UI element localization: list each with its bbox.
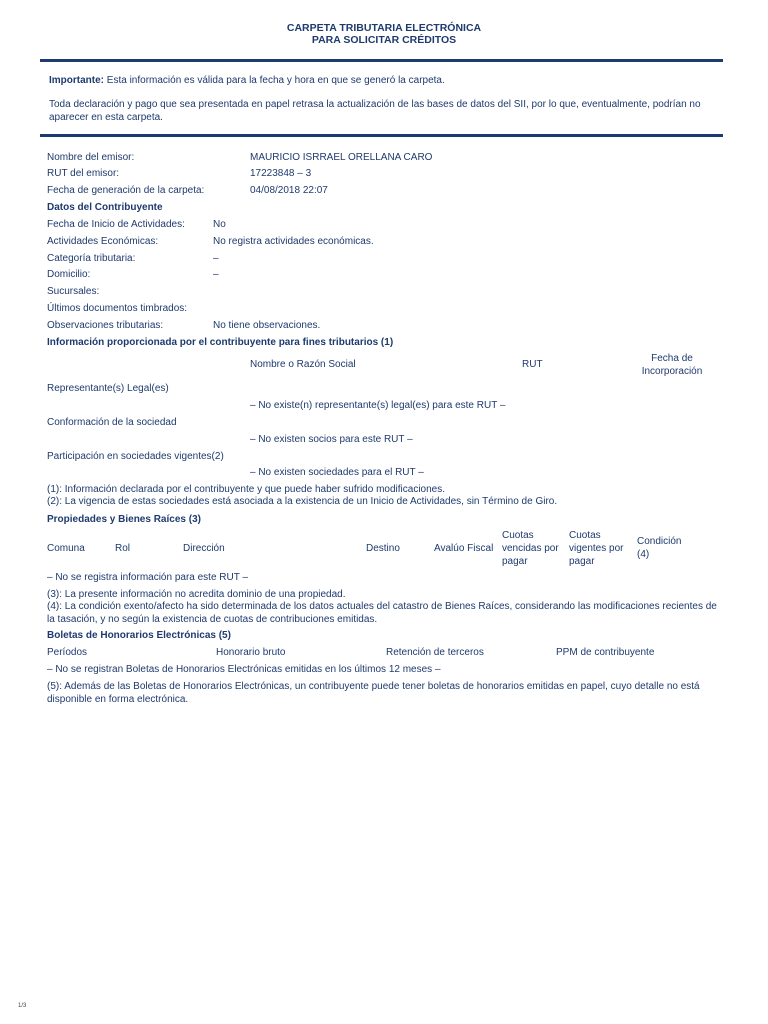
contribuyente-value: – <box>213 253 219 264</box>
col-honorario-bruto: Honorario bruto <box>216 647 286 658</box>
col-direccion: Dirección <box>183 543 225 554</box>
important-text: Esta información es válida para la fecha y hora en que se generó la carpeta. <box>104 75 445 86</box>
bottom-divider <box>40 134 723 137</box>
title-line-1: CARPETA TRIBUTARIA ELECTRÓNICA <box>286 22 482 34</box>
contribuyente-label: Domicilio: <box>47 269 91 280</box>
propiedades-heading: Propiedades y Bienes Raíces (3) <box>47 514 201 525</box>
col-fecha-incorporacion <box>630 352 714 378</box>
info-contribuyente-heading: Información proporcionada por el contribuyente para fines tributarios (1) <box>47 337 394 348</box>
col-destino: Destino <box>366 543 400 554</box>
contribuyente-value: No <box>213 219 226 230</box>
contribuyente-label: Actividades Económicas: <box>47 236 159 247</box>
col-vencidas-line1: Cuotas <box>502 530 534 541</box>
col-retencion-terceros: Retención de terceros <box>386 647 484 658</box>
col-fecha-line2: Incorporación <box>641 366 703 377</box>
page-title <box>0 22 768 46</box>
note-2: (2): La vigencia de estas sociedades está asociada a la existencia de un Inicio de Actividades, sin Término de Giro. <box>47 496 558 507</box>
col-condicion-line2: (4) <box>637 549 650 560</box>
col-cuotas-vigentes <box>569 529 633 568</box>
conformacion-empty: – No existen socios para este RUT – <box>250 434 413 445</box>
col-cuotas-vencidas <box>502 529 566 568</box>
participacion-label: Participación en sociedades vigentes(2) <box>47 451 224 462</box>
top-divider <box>40 59 723 62</box>
col-rut: RUT <box>522 359 543 370</box>
contribuyente-value: No registra actividades económicas. <box>213 236 374 247</box>
col-vencidas-line3: pagar <box>502 556 528 567</box>
paper-notice: Toda declaración y pago que sea presentada en papel retrasa la actualización de las bases de datos del SII, por lo que, eventualmente, podrían no aparecer en esta carpeta. <box>49 99 701 123</box>
generation-date-value: 04/08/2018 22:07 <box>250 185 328 196</box>
contribuyente-value: – <box>213 269 219 280</box>
col-vigentes-line3: pagar <box>569 556 595 567</box>
col-condicion-line1: Condición <box>637 536 682 547</box>
col-nombre-razon-social: Nombre o Razón Social <box>250 359 356 370</box>
important-label: Importante: <box>49 75 104 86</box>
contribuyente-label: Observaciones tributarias: <box>47 320 164 331</box>
col-vigentes-line1: Cuotas <box>569 530 601 541</box>
emisor-name-value: MAURICIO ISRRAEL ORELLANA CARO <box>250 152 433 163</box>
contribuyente-label: Categoría tributaria: <box>47 253 136 264</box>
contribuyente-label: Sucursales: <box>47 286 100 297</box>
emisor-name-label: Nombre del emisor: <box>47 152 135 163</box>
col-avaluo-fiscal: Avalúo Fiscal <box>434 543 494 554</box>
boletas-heading: Boletas de Honorarios Electrónicas (5) <box>47 630 231 641</box>
contribuyente-heading: Datos del Contribuyente <box>47 202 163 213</box>
col-comuna: Comuna <box>47 543 85 554</box>
emisor-rut-label: RUT del emisor: <box>47 168 120 179</box>
col-vigentes-line2: vigentes por <box>569 543 624 554</box>
title-line-2: PARA SOLICITAR CRÉDITOS <box>311 34 457 46</box>
page-number: 1/3 <box>18 1003 27 1009</box>
emisor-rut-value: 17223848 – 3 <box>250 168 312 179</box>
note-3: (3): La presente información no acredita dominio de una propiedad. <box>47 589 346 600</box>
note-5: (5): Además de las Boletas de Honorarios Electrónicas, un contribuyente puede tener boletas de honorarios emitidas en papel, cuyo detalle no está disponible en forma electrónica. <box>47 681 700 705</box>
col-periodos: Períodos <box>47 647 88 658</box>
generation-date-label: Fecha de generación de la carpeta: <box>47 185 205 196</box>
col-fecha-line1: Fecha de <box>651 353 693 364</box>
representantes-label: Representante(s) Legal(es) <box>47 383 169 394</box>
contribuyente-label: Fecha de Inicio de Actividades: <box>47 219 185 230</box>
boletas-empty: – No se registran Boletas de Honorarios Electrónicas emitidas en los últimos 12 meses – <box>47 664 441 675</box>
important-notice <box>49 74 719 87</box>
participacion-empty: – No existen sociedades para el RUT – <box>250 467 424 478</box>
conformacion-label: Conformación de la sociedad <box>47 417 177 428</box>
contribuyente-label: Últimos documentos timbrados: <box>47 303 188 314</box>
propiedades-empty: – No se registra información para este RUT – <box>47 572 249 583</box>
representantes-empty: – No existe(n) representante(s) legal(es) para este RUT – <box>250 400 506 411</box>
col-vencidas-line2: vencidas por <box>502 543 559 554</box>
note-4: (4): La condición exento/afecto ha sido determinada de los datos actuales del catastro de Bienes Raíces, considerando las modificaciones recientes de la tasación, y no según la existencia de cuotas de contribuciones emitidas. <box>47 601 717 625</box>
col-ppm-contribuyente: PPM de contribuyente <box>556 647 655 658</box>
col-condicion <box>637 535 701 561</box>
contribuyente-value: No tiene observaciones. <box>213 320 321 331</box>
col-rol: Rol <box>115 543 131 554</box>
note-1: (1): Información declarada por el contribuyente y que puede haber sufrido modificaciones. <box>47 484 446 495</box>
